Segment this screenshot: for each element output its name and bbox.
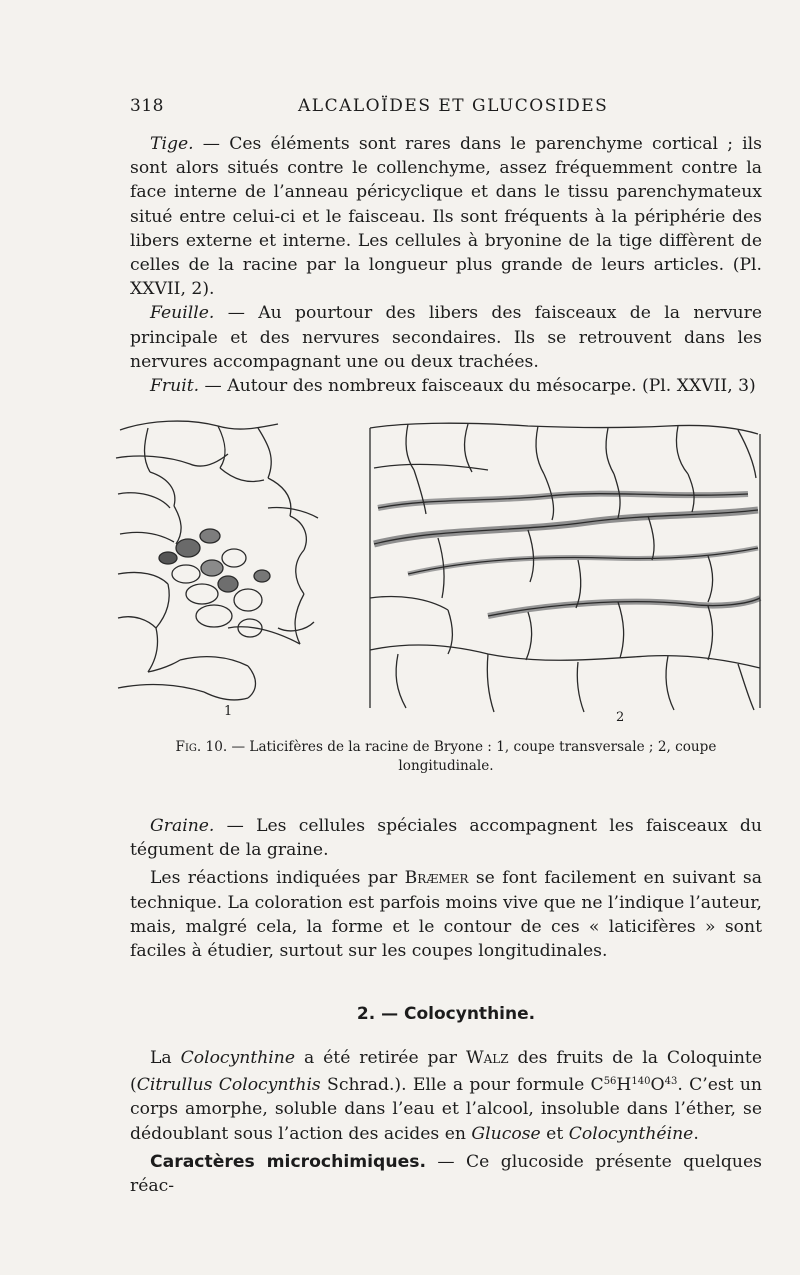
paragraph-block-middle: [130, 814, 762, 963]
reactions-after: se font facilement en suivant sa technique. La coloration est parfois moins vive que ne l’indique l’auteur, mais, malgré cela, la forme et le contour de ces « laticifères » sont faciles à étudier, surtout sur les coupes longitudinales.: [130, 868, 762, 962]
glucose-term: Glucose: [471, 1123, 541, 1144]
lead-feuille: Feuille.: [150, 303, 215, 324]
coloc-p7: .: [693, 1123, 699, 1144]
coloc-p3: des fruits de la Coloquinte (: [130, 1048, 762, 1096]
microchimiques-heading: Caractères microchimiques.: [150, 1151, 426, 1172]
longitudinal-section-drawing: [370, 423, 760, 712]
microchimiques-text: — Ce glucoside présente quelques réac-: [130, 1151, 762, 1197]
author-walz: Walz: [465, 1048, 509, 1068]
paragraph-block-bottom: [130, 1046, 762, 1198]
coloc-p6: et: [540, 1123, 569, 1144]
reactions-before: Les réactions indiquées par: [150, 868, 405, 889]
figure-drawing: [108, 398, 762, 728]
caption-label: Fig. 10.: [175, 739, 228, 755]
text-feuille: — Au pourtour des libers des faisceaux de la nervure principale et des nervures secondaires. Ils se retrouvent dans les nervures accompagnant une ou deux trachées.: [130, 303, 762, 372]
paragraph-microchimiques: [130, 1150, 762, 1198]
coloc-p2: a été retirée par: [295, 1048, 466, 1068]
page-number: 318: [130, 96, 164, 116]
caption-text: — Laticifères de la racine de Bryone : 1, coupe transversale ; 2, coupe longitudinale.: [227, 739, 717, 774]
coloc-p5: . C’est un corps amorphe, soluble dans l’eau et l’alcool, insoluble dans l’éther, se dédoublant sous l’action des acides en: [130, 1075, 763, 1144]
figure-label-1: 1: [224, 704, 233, 719]
text-fruit: — Autour des nombreux faisceaux du mésocarpe. (Pl. XXVII, 3): [199, 376, 756, 397]
text-tige: — Ces éléments sont rares dans le parenchyme cortical ; ils sont alors situés contre le collenchyme, assez fréquemment contre la face interne de l’anneau péricyclique et dans le tissu parenchymateux situé entre celui-ci et le faisceau. Ils sont fréquents à la périphérie des libers externe et interne. Les cellules à bryonine de la tige diffèrent de celles de la racine par la longueur plus grande de leurs articles. (Pl. XXVII, 2).: [130, 134, 762, 300]
transverse-section-drawing: [116, 421, 318, 700]
figure-10: [108, 398, 762, 728]
figure-caption: [130, 738, 762, 776]
paragraph-graine: [130, 814, 762, 862]
formula-h-sub: 140: [631, 1076, 651, 1088]
formula-o: O: [650, 1075, 665, 1096]
coloc-p4: Schrad.). Elle a pour formule C: [320, 1075, 604, 1096]
coloc-name: Colocynthine: [180, 1048, 296, 1068]
paragraph-block-top: [130, 132, 762, 398]
paragraph-feuille: [130, 301, 762, 374]
paragraph-fruit: [130, 374, 762, 398]
lead-fruit: Fruit.: [150, 376, 200, 397]
paragraph-reactions: [130, 866, 762, 963]
text-graine: — Les cellules spéciales accompagnent les faisceaux du tégument de la graine.: [130, 816, 762, 861]
formula-h: H: [616, 1075, 632, 1096]
latin-name: Citrullus Colocynthis: [136, 1075, 321, 1096]
running-title: ALCALOÏDES ET GLUCOSIDES: [298, 96, 609, 116]
formula-c-sub: 56: [603, 1076, 617, 1088]
section-heading: 2. — Colocynthine.: [356, 1004, 536, 1024]
figure-label-2: 2: [616, 710, 625, 725]
paragraph-tige: [130, 132, 762, 301]
paragraph-colocynthine: [130, 1046, 762, 1146]
author-braemer: Bræmer: [404, 868, 469, 889]
lead-tige: Tige.: [150, 134, 194, 154]
running-head: [130, 96, 760, 122]
coloc-p1: La: [150, 1048, 181, 1068]
lead-graine: Graine.: [150, 816, 215, 836]
formula-o-sub: 43: [664, 1076, 678, 1088]
colocyntheine-term: Colocynthéine: [568, 1123, 694, 1144]
